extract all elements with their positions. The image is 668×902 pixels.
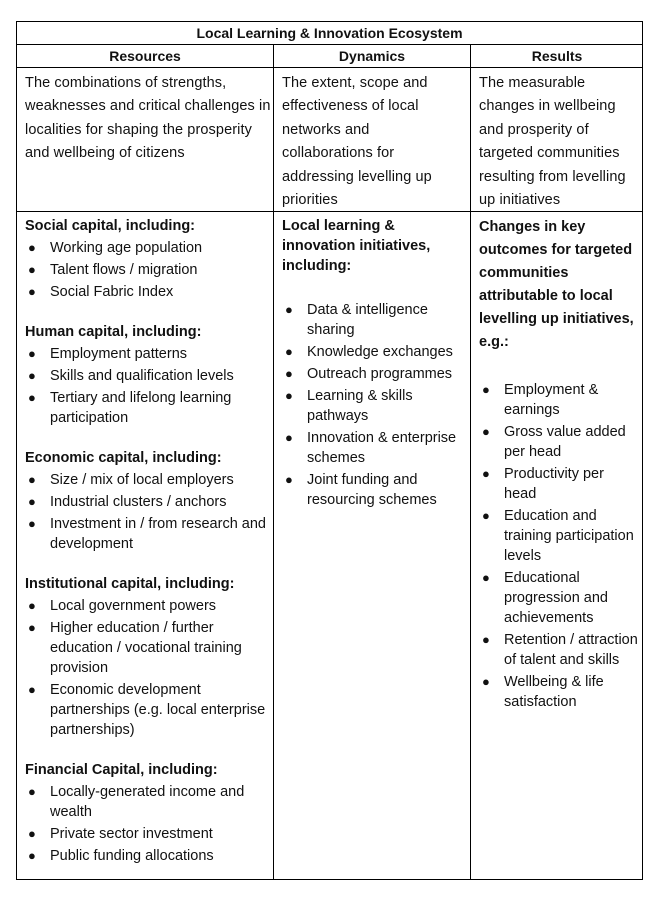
- list-item-text: Innovation & enterprise schemes: [307, 430, 457, 466]
- list-item: [25, 846, 273, 866]
- bullet-icon: ●: [482, 424, 490, 439]
- ecosystem-table: [16, 21, 643, 880]
- bullet-icon: ●: [482, 466, 490, 481]
- results-column: [471, 213, 643, 714]
- resource-section-title: Financial Capital, including:: [25, 762, 218, 778]
- list-item-text: Industrial clusters / anchors: [50, 494, 227, 510]
- resources-column: [17, 213, 273, 868]
- list-item-text: Outreach programmes: [307, 366, 453, 382]
- list-item: [25, 596, 273, 616]
- bullet-icon: ●: [28, 682, 36, 697]
- list-item-text: Education and training participation levels: [504, 508, 634, 564]
- list-item-text: Tertiary and lifelong learning participation: [50, 390, 232, 426]
- list-item: [25, 470, 273, 490]
- list-item-text: Learning & skills pathways: [307, 388, 413, 424]
- header-results: Results: [531, 48, 583, 64]
- header-dynamics: Dynamics: [338, 48, 406, 64]
- list-item-text: Higher education / further education / vocational training provision: [50, 620, 242, 676]
- list-item-text: Employment patterns: [50, 346, 188, 362]
- list-item: [25, 824, 273, 844]
- list-item-text: Skills and qualification levels: [50, 368, 234, 384]
- resource-section-list: [25, 238, 273, 302]
- resource-section-list: [25, 470, 273, 554]
- list-item-text: Retention / attraction of talent and skills: [504, 632, 638, 668]
- dynamics-list: [282, 300, 464, 510]
- resource-section-list: [25, 782, 273, 866]
- bullet-icon: ●: [28, 494, 36, 509]
- list-item: [25, 782, 273, 822]
- list-item: [479, 506, 639, 566]
- resource-section-list: [25, 344, 273, 428]
- resources-description: The combinations of strengths, weaknesses and critical challenges in localities for shaping the prosperity and wellbeing of citizens: [25, 75, 271, 162]
- list-item-text: Educational progression and achievements: [504, 570, 608, 626]
- list-item: [282, 428, 464, 468]
- list-item: [282, 342, 464, 362]
- list-item: [25, 388, 273, 428]
- list-item-text: Employment & earnings: [504, 382, 599, 418]
- list-item-text: Wellbeing & life satisfaction: [504, 674, 604, 710]
- resource-section-list: [25, 596, 273, 740]
- list-item: [25, 260, 273, 280]
- bullet-icon: ●: [28, 620, 36, 635]
- bullet-icon: ●: [482, 570, 490, 585]
- list-item: [282, 300, 464, 340]
- header-resources: Resources: [109, 48, 181, 64]
- list-item-text: Data & intelligence sharing: [307, 302, 428, 338]
- list-item: [25, 492, 273, 512]
- bullet-icon: ●: [28, 284, 36, 299]
- bullet-icon: ●: [28, 346, 36, 361]
- bullet-icon: ●: [28, 598, 36, 613]
- resource-section-title: Human capital, including:: [25, 324, 202, 340]
- results-section-title: Changes in key outcomes for targeted communities attributable to local levelling up initiatives, e.g.:: [479, 219, 634, 350]
- list-item-text: Talent flows / migration: [50, 262, 198, 278]
- dynamics-description: The extent, scope and effectiveness of local networks and collaborations for addressing levelling up priorities: [282, 75, 432, 209]
- list-item-text: Knowledge exchanges: [307, 344, 453, 360]
- list-item-text: Public funding allocations: [50, 848, 214, 864]
- list-item-text: Joint funding and resourcing schemes: [307, 472, 437, 508]
- list-item: [25, 618, 273, 678]
- bullet-icon: ●: [28, 262, 36, 277]
- bullet-icon: ●: [28, 516, 36, 531]
- bullet-icon: ●: [28, 240, 36, 255]
- list-item: [282, 364, 464, 384]
- list-item-text: Investment in / from research and development: [50, 516, 266, 552]
- list-item: [25, 344, 273, 364]
- bullet-icon: ●: [285, 388, 293, 403]
- bullet-icon: ●: [285, 366, 293, 381]
- list-item: [282, 470, 464, 510]
- results-description: The measurable changes in wellbeing and prosperity of targeted communities resulting from levelling up initiatives: [479, 75, 626, 209]
- list-item-text: Social Fabric Index: [50, 284, 174, 300]
- list-item-text: Working age population: [50, 240, 203, 256]
- bullet-icon: ●: [28, 472, 36, 487]
- list-item-text: Local government powers: [50, 598, 217, 614]
- bullet-icon: ●: [285, 302, 293, 317]
- bullet-icon: ●: [482, 674, 490, 689]
- bullet-icon: ●: [28, 848, 36, 863]
- results-list: [479, 380, 639, 712]
- bullet-icon: ●: [28, 784, 36, 799]
- list-item: [25, 514, 273, 554]
- bullet-icon: ●: [28, 390, 36, 405]
- dynamics-section-title: Local learning & innovation initiatives, including:: [282, 218, 431, 274]
- bullet-icon: ●: [28, 368, 36, 383]
- resource-section-title: Economic capital, including:: [25, 450, 222, 466]
- bullet-icon: ●: [482, 382, 490, 397]
- list-item-text: Productivity per head: [504, 466, 604, 502]
- bullet-icon: ●: [482, 632, 490, 647]
- list-item: [479, 464, 639, 504]
- list-item: [25, 680, 273, 740]
- list-item: [479, 380, 639, 420]
- resource-section-title: Institutional capital, including:: [25, 576, 235, 592]
- bullet-icon: ●: [482, 508, 490, 523]
- dynamics-column: [274, 213, 470, 512]
- list-item-text: Size / mix of local employers: [50, 472, 234, 488]
- list-item: [479, 568, 639, 628]
- list-item-text: Gross value added per head: [504, 424, 626, 460]
- bullet-icon: ●: [285, 472, 293, 487]
- list-item: [479, 630, 639, 670]
- resource-section-title: Social capital, including:: [25, 218, 195, 234]
- bullet-icon: ●: [285, 430, 293, 445]
- list-item: [25, 238, 273, 258]
- list-item-text: Locally-generated income and wealth: [50, 784, 245, 820]
- bullet-icon: ●: [28, 826, 36, 841]
- list-item-text: Economic development partnerships (e.g. local enterprise partnerships): [50, 682, 266, 738]
- list-item-text: Private sector investment: [50, 826, 213, 842]
- list-item: [479, 422, 639, 462]
- list-item: [25, 366, 273, 386]
- list-item: [25, 282, 273, 302]
- bullet-icon: ●: [285, 344, 293, 359]
- table-title: Local Learning & Innovation Ecosystem: [196, 25, 463, 41]
- list-item: [479, 672, 639, 712]
- list-item: [282, 386, 464, 426]
